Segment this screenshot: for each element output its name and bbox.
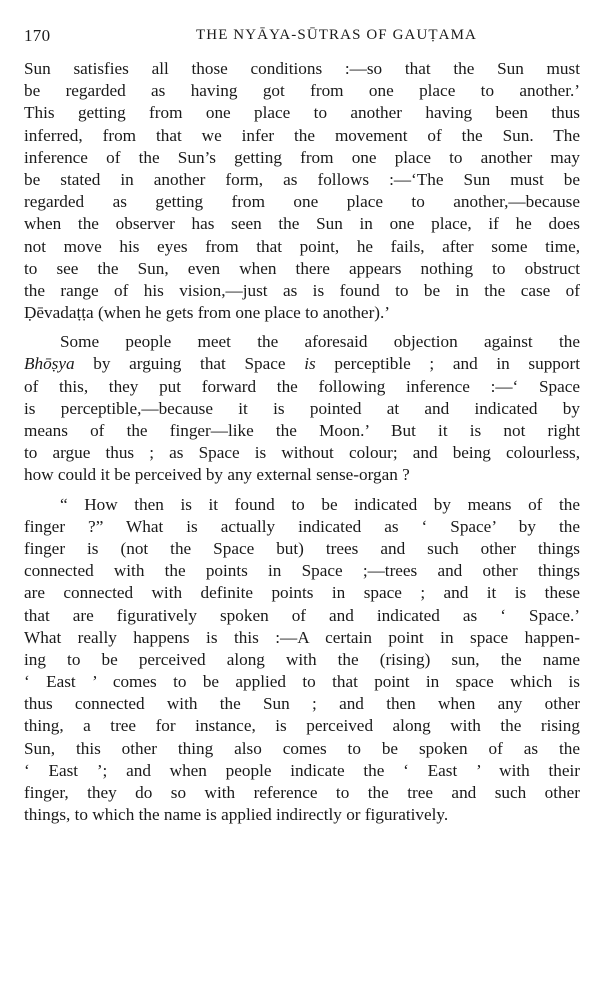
text-line: of this, they put forward the following inference :—‘ Space bbox=[24, 376, 580, 396]
paragraph bbox=[24, 331, 580, 486]
text-line: Bhōṣya by arguing that Space is perceptible ; and in support bbox=[24, 354, 580, 374]
text-line: finger, they do so with reference to the tree and such other bbox=[24, 783, 580, 802]
text-line: to see the Sun, even when there appears nothing to obstruct bbox=[24, 258, 580, 278]
paragraph-gap bbox=[24, 324, 580, 331]
text-line: be stated in another form, as follows :—‘The Sun must be bbox=[24, 169, 580, 189]
text-line: finger ?” What is actually indicated as ‘ Space’ by the bbox=[24, 516, 580, 536]
text-line: ‘ East ’ comes to be applied to that point in space which is bbox=[24, 672, 580, 692]
text-line: ing to be perceived along with the (rising) sun, the name bbox=[24, 649, 580, 669]
text-line: finger is (not the Space but) trees and such other things bbox=[24, 538, 580, 558]
text-line: connected with the points in Space ;—trees and other things bbox=[24, 561, 580, 581]
paragraph-gap bbox=[24, 487, 580, 494]
text-line: that are figuratively spoken of and indicated as ‘ Space.’ bbox=[24, 605, 580, 625]
text-line: inferred, from that we infer the movement of the Sun. The bbox=[24, 125, 580, 145]
page-header bbox=[24, 26, 580, 50]
text-line: be regarded as having got from one place to another.’ bbox=[24, 81, 580, 101]
text-line: the range of his vision,—just as is found to be in the case of bbox=[24, 280, 580, 300]
text-line: are connected with definite points in space ; and it is these bbox=[24, 583, 580, 603]
text-line: thus connected with the Sun ; and then when any other bbox=[24, 694, 580, 714]
text-line: means of the finger—like the Moon.’ But it is not right bbox=[24, 421, 580, 440]
text-line: thing, a tree for instance, is perceived along with the rising bbox=[24, 716, 580, 736]
text-line: is perceptible,—because it is pointed at and indicated by bbox=[24, 398, 580, 418]
page-number: 170 bbox=[24, 26, 51, 45]
text-line: “ How then is it found to be indicated by means of the bbox=[60, 494, 580, 514]
text-line: ‘ East ’; and when people indicate the ‘ East ’ with their bbox=[24, 760, 580, 780]
text-line: how could it be perceived by any external sense-organ ? bbox=[24, 465, 410, 485]
running-title: THE NYĀYA-SŪTRAS OF GAUṬAMA bbox=[196, 27, 477, 43]
text-line: things, to which the name is applied indirectly or figuratively. bbox=[24, 805, 449, 825]
paragraph bbox=[24, 494, 580, 827]
text-line: when the observer has seen the Sun in one place, if he does bbox=[24, 214, 580, 234]
text-line: to argue thus ; as Space is without colour; and being colourless, bbox=[24, 443, 580, 463]
text-line: Some people meet the aforesaid objection against the bbox=[60, 332, 580, 352]
text-line: What really happens is this :—A certain point in space happen- bbox=[24, 627, 580, 647]
paragraph bbox=[24, 58, 580, 324]
text-line: regarded as getting from one place to another,—because bbox=[24, 192, 580, 212]
text-line: Sun, this other thing also comes to be spoken of as the bbox=[24, 738, 580, 758]
text-line: inference of the Sun’s getting from one place to another may bbox=[24, 147, 580, 167]
text-line: This getting from one place to another having been thus bbox=[24, 103, 580, 123]
text-line: Sun satisfies all those conditions :—so that the Sun must bbox=[24, 59, 580, 78]
body-text bbox=[24, 58, 580, 826]
text-line: Ḍēvadaṭṭa (when he gets from one place to another).’ bbox=[24, 303, 391, 323]
text-line: not move his eyes from that point, he fails, after some time, bbox=[24, 236, 580, 256]
